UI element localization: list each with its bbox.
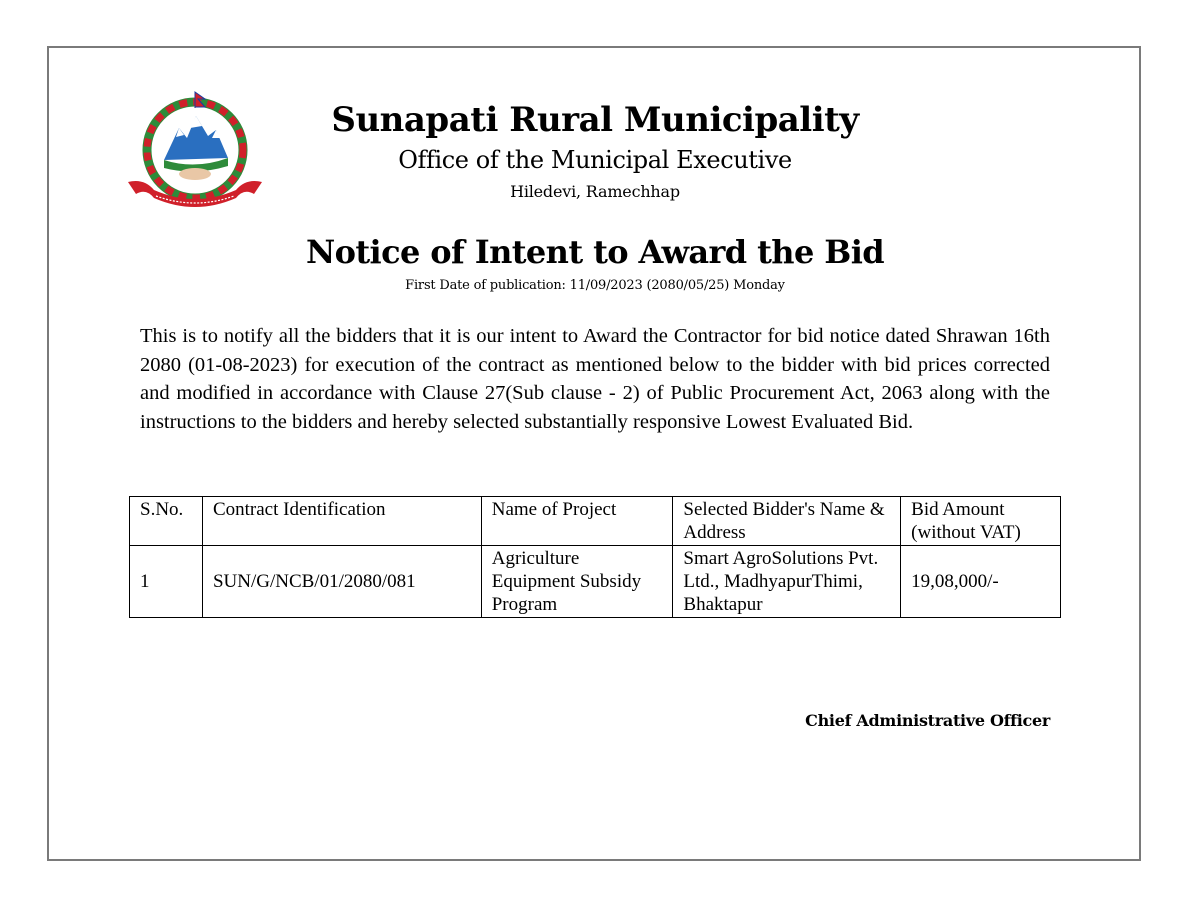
header-bid-amount: Bid Amount (without VAT): [901, 497, 1061, 546]
cell-contract-identification: SUN/G/NCB/01/2080/081: [202, 546, 481, 618]
publication-date: First Date of publication: 11/09/2023 (2080/05/25) Monday: [405, 278, 785, 293]
award-table: [129, 496, 1061, 618]
header-project-name: Name of Project: [481, 497, 673, 546]
table-row: [130, 546, 1061, 618]
municipality-name: Sunapati Rural Municipality: [331, 100, 859, 140]
header-bidder: Selected Bidder's Name & Address: [673, 497, 901, 546]
signatory-title: Chief Administrative Officer: [805, 711, 1050, 730]
cell-bid-amount: 19,08,000/-: [901, 546, 1061, 618]
header-contract-identification: Contract Identification: [202, 497, 481, 546]
office-name: Office of the Municipal Executive: [398, 146, 792, 174]
office-address: Hiledevi, Ramechhap: [510, 182, 680, 201]
notice-body: This is to notify all the bidders that it is our intent to Award the Contractor for bid notice dated Shrawan 16th 2080 (01-08-2023) for execution of the contract as mentioned below to the bidder with bid prices corrected and modified in accordance with Clause 27(Sub clause - 2) of Public Procurement Act, 2063 along with the instructions to the bidders and hereby selected substantially responsive Lowest Evaluated Bid.: [140, 325, 1050, 433]
header-sno: S.No.: [130, 497, 203, 546]
table-header-row: [130, 497, 1061, 546]
cell-sno: 1: [130, 546, 203, 618]
cell-project-name: Agriculture Equipment Subsidy Program: [481, 546, 673, 618]
notice-title: Notice of Intent to Award the Bid: [305, 233, 885, 271]
cell-bidder: Smart AgroSolutions Pvt. Ltd., MadhyapurThimi, Bhaktapur: [673, 546, 901, 618]
